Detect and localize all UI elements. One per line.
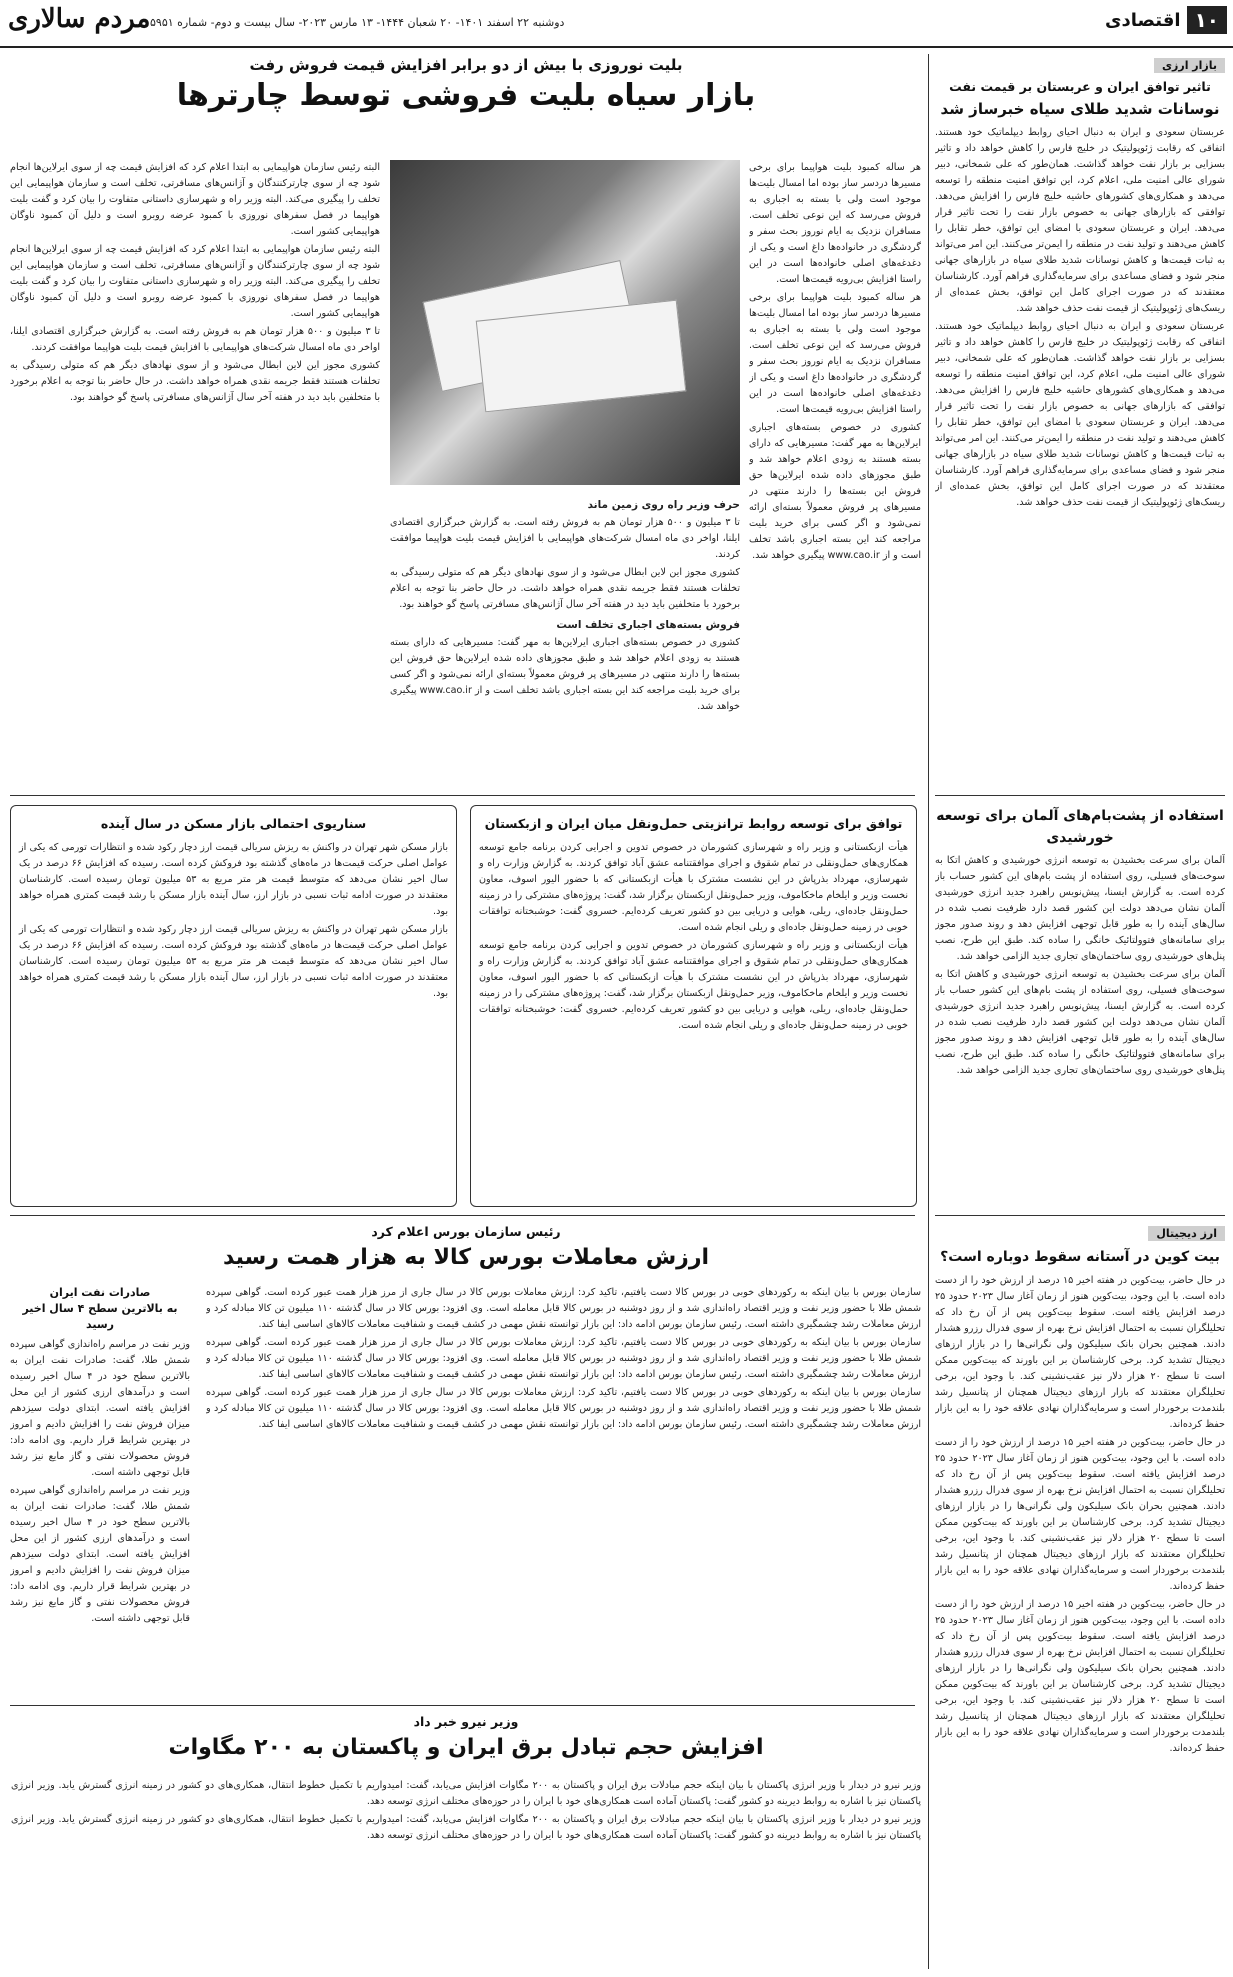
electricity-header (11, 1712, 921, 1774)
column-divider (928, 54, 929, 1969)
article-body: بازار مسکن شهر تهران در واکنش به ریزش سریالی قیمت ارز دچار رکود شده و انتظارات تورمی که یکی از عوامل اصلی حرکت قیمت‌ها در ماه‌های گذشته بود فروکش کرده است. رسیده که افزایش ۶۶ درصد در یک سال اخیر نشان می‌دهد که متوسط قیمت هر متر مربع به ۵۳ میلیون تومان رسیده است. کارشناسان معتقدند در صورت ادامه ثبات نسبی در بازار ارز، سال آینده بازار مسکن با رشد قیمت کمتری همراه خواهد بود. (19, 842, 449, 917)
german-solar-article (935, 805, 1225, 1205)
article-headline: به بالاترین سطح ۴ سال اخیر رسید (22, 1302, 178, 1331)
article-body: در حال حاضر، بیت‌کوین در هفته اخیر ۱۵ درصد از ارزش خود را از دست داده است. با این وجود، بیت‌کوین هنوز از زمان آغاز سال ۲۰۲۳ حدود ۲۵ درصد افزایش یافته است. سقوط بیت‌کوین پس از آن رخ داد که تحلیلگران نسبت به احتمال افزایش نرخ بهره از سوی فدرال رزرو هشدار دادند. همچنین بحران بانک سیلیکون ولی نگرانی‌ها را در بازار ارزهای دیجیتال تشدید کرد. برخی کارشناسان بر این باورند که بیت‌کوین ممکن است تا سطح ۲۰ هزار دلار نیز عقب‌نشینی کند. با وجود این، برخی تحلیلگران معتقدند که بازار ارزهای دیجیتال همچنان از پتانسیل رشد بلندمدت برخوردار است و سرمایه‌گذاران نهادی علاقه خود را به این بازار حفظ کرده‌اند. (935, 1275, 1225, 1430)
paragraph: کشوری مجوز این لاین ابطال می‌شود و از سوی نهادهای دیگر هم که متولی رسیدگی به تخلفات هستند فقط جریمه نقدی همراه خواهد داشت. در حال حاضر بنا توجه به اعلام برخورد با متخلفین باید دید در هفته آخر سال آژانس‌های مسافرتی پاسخ گو خواهند بود. (390, 567, 740, 610)
paragraph: سازمان بورس با بیان اینکه به رکوردهای خوبی در بورس کالا دست یافتیم، تاکید کرد: ارزش معاملات بورس کالا در سال جاری از مرز هزار همت عبور کرده است. گواهی سپرده شمش طلا با حضور وزیر نفت و وزیر اقتصاد راه‌اندازی شد و از روز دوشنبه در بورس کالا قابل معامله است. وی افزود: بورس کالا در سال گذشته ۱۱۰ میلیون تن کالا مبادله کرد و ارزش معاملات رشد چشمگیری داشته است. رئیس سازمان بورس ادامه داد: این بازار توانسته نقش مهمی در کشف قیمت و شفافیت معاملات کالاهای اساسی ایفا کند. (206, 1337, 921, 1380)
article-body: هیأت ازبکستانی و وزیر راه و شهرسازی کشورمان در خصوص تدوین و اجرایی کردن برنامه جامع توسعه همکاری‌های حمل‌ونقلی در تمام شقوق و اجرای موافقتنامه عشق آباد توافق کردند. به گزارش وزارت راه و شهرسازی، مهرداد بذرپاش در این نشست مشترک با هیأت ازبکستانی که با حضور الیور اسوف، معاون نخست وزیر و ایلخام ماخکاموف، وزیر حمل‌ونقل ازبکستان برگزار شد، گفت: پروژه‌های مشترکی را در زمینه حمل‌ونقل جاده‌ای، ریلی، هوایی و دریایی بین دو کشور تعریف کرده‌ایم. خسروی گفت: خوشبختانه توافقات خوبی در زمینه حمل‌ونقل جاده‌ای و ریلی انجام شده است. (479, 842, 908, 933)
masthead (0, 0, 1233, 48)
electricity-body (11, 1778, 921, 1970)
story-column-1 (10, 160, 380, 780)
article-body: آلمان برای سرعت بخشیدن به توسعه انرژی خورشیدی و کاهش اتکا به سوخت‌های فسیلی، روی استفاده از پشت بام‌های این کشور حساب باز کرده است. به گزارش ایسنا، پیش‌نویس راهبرد جدید انرژی خورشیدی آلمان نشان می‌دهد دولت این کشور قصد دارد ظرفیت نصب شده در سال‌های آینده را به طور قابل توجهی افزایش دهد و روند صدور مجوز برای سامانه‌های فتوولتائیک خانگی را ساده کند. طبق این طرح، نصب پنل‌های خورشیدی روی ساختمان‌های تجاری جدید الزامی خواهد شد. (935, 855, 1225, 962)
paragraph: تا ۳ میلیون و ۵۰۰ هزار تومان هم به فروش رفته است. به گزارش خبرگزاری اقتصادی ایلنا، اواخر دی ماه امسال شرکت‌های هواپیمایی با افزایش قیمت بلیت هواپیما موافقت کردند. (10, 326, 380, 353)
commodity-exchange-header (11, 1222, 921, 1282)
article-kicker: تاثیر توافق ایران و عربستان بر قیمت نفت (949, 79, 1211, 94)
article-body-continued: بازار مسکن شهر تهران در واکنش به ریزش سریالی قیمت ارز دچار رکود شده و انتظارات تورمی که یکی از عوامل اصلی حرکت قیمت‌ها در ماه‌های گذشته بود فروکش کرده است. رسیده که افزایش ۶۶ درصد در یک سال اخیر نشان می‌دهد که متوسط قیمت هر متر مربع به ۵۳ میلیون تومان رسیده است. کارشناسان معتقدند در صورت ادامه ثبات نسبی در بازار ارز، سال آینده بازار مسکن با رشد قیمت کمتری همراه خواهد بود. (19, 924, 449, 999)
bitcoin-article (935, 1222, 1225, 1967)
section-divider (935, 795, 1225, 796)
paragraph: تا ۳ میلیون و ۵۰۰ هزار تومان هم به فروش رفته است. به گزارش خبرگزاری اقتصادی ایلنا، اواخر دی ماه امسال شرکت‌های هواپیمایی با افزایش قیمت بلیت هواپیما موافقت کردند. (390, 517, 740, 560)
article-body-continued: هیأت ازبکستانی و وزیر راه و شهرسازی کشورمان در خصوص تدوین و اجرایی کردن برنامه جامع توسعه همکاری‌های حمل‌ونقلی در تمام شقوق و اجرای موافقتنامه عشق آباد توافق کردند. به گزارش وزارت راه و شهرسازی، مهرداد بذرپاش در این نشست مشترک با هیأت ازبکستانی که با حضور الیور اسوف، معاون نخست وزیر و ایلخام ماخکاموف، وزیر حمل‌ونقل ازبکستان برگزار شد، گفت: پروژه‌های مشترکی را در زمینه حمل‌ونقل جاده‌ای، ریلی، هوایی و دریایی بین دو کشور تعریف کرده‌ایم. خسروی گفت: خوشبختانه توافقات خوبی در زمینه حمل‌ونقل جاده‌ای و ریلی انجام شده است. (479, 940, 908, 1031)
article-kicker: رئیس سازمان بورس اعلام کرد (371, 1224, 561, 1239)
story-column-2 (749, 160, 921, 780)
section-divider (10, 1705, 915, 1706)
page-number: ۱۰ (1187, 6, 1227, 34)
section-title: اقتصادی (1105, 9, 1181, 31)
article-headline: سناریوی احتمالی بازار مسکن در سال آینده (100, 816, 367, 831)
paragraph: کشوری در خصوص بسته‌های اجباری ایرلاین‌ها به مهر گفت: مسیرهایی که دارای بسته هستند به زودی اعلام خواهد شد و طبق مجوزهای داده شده ایرلاین‌ها حق فروش این بسته‌ها را دارند منتهی در مسیرهای پر فروش معمولاً بسته‌ای ارائه نمی‌شود و اگر کسی برای خرید بلیت مراجعه کند این بسته اجباری باشد تخلف است و از www.cao.ir پیگیری خواهد شد. (390, 637, 740, 712)
page-header (1105, 6, 1227, 34)
article-body-continued: آلمان برای سرعت بخشیدن به توسعه انرژی خورشیدی و کاهش اتکا به سوخت‌های فسیلی، روی استفاده از پشت بام‌های این کشور حساب باز کرده است. به گزارش ایسنا، پیش‌نویس راهبرد جدید انرژی خورشیدی آلمان نشان می‌دهد دولت این کشور قصد دارد ظرفیت نصب شده در سال‌های آینده را به طور قابل توجهی افزایش دهد و روند صدور مجوز برای سامانه‌های فتوولتائیک خانگی را ساده کند. طبق این طرح، نصب پنل‌های خورشیدی روی ساختمان‌های تجاری جدید الزامی خواهد شد. (935, 969, 1225, 1076)
paragraph: کشوری در خصوص بسته‌های اجباری ایرلاین‌ها به مهر گفت: مسیرهایی که دارای بسته هستند به زودی اعلام خواهد شد و طبق مجوزهای داده شده ایرلاین‌ها حق فروش این بسته‌ها را دارند منتهی در مسیرهای پر فروش معمولاً بسته‌ای ارائه نمی‌شود و اگر کسی برای خرید بلیت مراجعه کند این بسته اجباری باشد تخلف است و از www.cao.ir پیگیری خواهد شد. (749, 422, 921, 561)
housing-article (10, 805, 457, 1207)
paragraph: سازمان بورس با بیان اینکه به رکوردهای خوبی در بورس کالا دست یافتیم، تاکید کرد: ارزش معاملات بورس کالا در سال جاری از مرز هزار همت عبور کرده است. گواهی سپرده شمش طلا با حضور وزیر نفت و وزیر اقتصاد راه‌اندازی شد و از روز دوشنبه در بورس کالا قابل معامله است. وی افزود: بورس کالا در سال گذشته ۱۱۰ میلیون تن کالا مبادله کرد و ارزش معاملات رشد چشمگیری داشته است. رئیس سازمان بورس ادامه داد: این بازار توانسته نقش مهمی در کشف قیمت و شفافیت معاملات کالاهای اساسی ایفا کند. (206, 1287, 921, 1330)
article-body: وزیر نفت در مراسم راه‌اندازی گواهی سپرده شمش طلا، گفت: صادرات نفت ایران به بالاترین سطح خود در ۴ سال اخیر رسیده است و درآمدهای ارزی کشور از این محل افزایش یافته است. ابتدای دولت سیزدهم میزان فروش نفت را افزایش دادیم و امروز در بهترین شرایط قرار داریم. وی ادامه داد: فروش محصولات نفتی و گاز مایع نیز رشد قابل توجهی داشته است. (10, 1339, 190, 1478)
article-headline: بیت کوین در آستانه سقوط دوباره است؟ (940, 1249, 1220, 1265)
section-divider (10, 1215, 915, 1216)
article-headline: استفاده از پشت‌بام‌های آلمان برای توسعه خورشیدی (936, 808, 1224, 846)
subheading: فروش بسته‌های اجباری تخلف است (556, 619, 740, 631)
iran-uzbek-article (470, 805, 917, 1207)
section-tag: بازار ارزی (1154, 58, 1225, 73)
article-headline: توافق برای توسعه روابط ترانزیتی حمل‌ونقل میان ایران و ازبکستان (484, 816, 903, 831)
article-body-continued: وزیر نفت در مراسم راه‌اندازی گواهی سپرده شمش طلا، گفت: صادرات نفت ایران به بالاترین سطح خود در ۴ سال اخیر رسیده است و درآمدهای ارزی کشور از این محل افزایش یافته است. ابتدای دولت سیزدهم میزان فروش نفت را افزایش دادیم و امروز در بهترین شرایط قرار داریم. وی ادامه داد: فروش محصولات نفتی و گاز مایع نیز رشد قابل توجهی داشته است. (10, 1485, 190, 1624)
paragraph: وزیر نیرو در دیدار با وزیر انرژی پاکستان با بیان اینکه حجم مبادلات برق ایران و پاکستان به ۲۰۰ مگاوات افزایش می‌یابد، گفت: امیدواریم با تکمیل خطوط انتقال، همکاری‌های دو کشور در زمینه انرژی گسترش یابد. وزیر انرژی پاکستان نیز با اشاره به روابط دیرینه دو کشور گفت: پاکستان آماده است همکاری‌های خود با ایران را در حوزه‌های مختلف انرژی توسعه دهد. (11, 1814, 921, 1841)
paragraph: البته رئیس سازمان هواپیمایی به ابتدا اعلام کرد که افزایش قیمت چه از سوی ایرلاین‌ها انجام شود چه از سوی چارترکنندگان و آژانس‌های مسافرتی، تخلف است و سازمان هواپیمایی این تخلف را پیگیری می‌کند. البته وزیر راه و شهرسازی داستانی متفاوت را بیان کرد و گفت بلیت هواپیما در فصل سفرهای نوروزی با کمبود عرضه روبرو است و دلیل آن کمبود ناوگان هواپیمایی کشور است. (10, 162, 380, 237)
section-divider (10, 795, 915, 796)
article-body-continued: در حال حاضر، بیت‌کوین در هفته اخیر ۱۵ درصد از ارزش خود را از دست داده است. با این وجود، بیت‌کوین هنوز از زمان آغاز سال ۲۰۲۳ حدود ۲۵ درصد افزایش یافته است. سقوط بیت‌کوین پس از آن رخ داد که تحلیلگران نسبت به احتمال افزایش نرخ بهره از سوی فدرال رزرو هشدار دادند. همچنین بحران بانک سیلیکون ولی نگرانی‌ها را در بازار ارزهای دیجیتال تشدید کرد. برخی کارشناسان بر این باورند که بیت‌کوین ممکن است تا سطح ۲۰ هزار دلار نیز عقب‌نشینی کند. با وجود این، برخی تحلیلگران معتقدند که بازار ارزهای دیجیتال همچنان از پتانسیل رشد بلندمدت برخوردار است و سرمایه‌گذاران نهادی علاقه خود را به این بازار حفظ کرده‌اند. (935, 1599, 1225, 1754)
paragraph: سازمان بورس با بیان اینکه به رکوردهای خوبی در بورس کالا دست یافتیم، تاکید کرد: ارزش معاملات بورس کالا در سال جاری از مرز هزار همت عبور کرده است. گواهی سپرده شمش طلا با حضور وزیر نفت و وزیر اقتصاد راه‌اندازی شد و از روز دوشنبه در بورس کالا قابل معامله است. وی افزود: بورس کالا در سال گذشته ۱۱۰ میلیون تن کالا مبادله کرد و ارزش معاملات رشد چشمگیری داشته است. رئیس سازمان بورس ادامه داد: این بازار توانسته نقش مهمی در کشف قیمت و شفافیت معاملات کالاهای اساسی ایفا کند. (206, 1387, 921, 1430)
article-body: عربستان سعودی و ایران به دنبال احیای روابط دیپلماتیک خود هستند. اتفاقی که رقابت ژئوپولیتیک در خلیج فارس را کاهش خواهد داد و تاثیر بسزایی بر بازار نفت خواهد گذاشت. همان‌طور که علی شمخانی، دبیر شورای عالی امنیت ملی، اعلام کرد، این توافق امنیت منطقه را توسعه می‌دهد و همکاری‌های کشورهای حاشیه خلیج فارس را افزایش می‌دهد. توافقی که بازارهای جهانی به خصوص بازار نفت را تحت تاثیر قرار می‌دهد. ایران و عربستان سعودی با امضای این توافق، خطر تقابل را کاهش می‌دهند و تولید نفت در منطقه را ایمن‌تر می‌کنند. این امر می‌تواند به ثبات قیمت‌ها و کاهش نوسانات شدید طلای سیاه در بازارهای جهانی منجر شود و فضای مساعدی برای سرمایه‌گذاری فراهم آورد. کارشناسان معتقدند که در صورت اجرای کامل این توافق، بخش عمده‌ای از ریسک‌های ژئوپولیتیک از قیمت نفت حذف خواهد شد. (935, 127, 1225, 314)
story-column-under-photo (390, 493, 740, 785)
paper-logo: مردم سالاری (8, 4, 151, 34)
section-tag: ارز دیجیتال (1148, 1226, 1225, 1241)
story-kicker: بلیت نوروزی با بیش از دو برابر افزایش قیمت فروش رفت (249, 56, 683, 74)
article-body-continued: عربستان سعودی و ایران به دنبال احیای روابط دیپلماتیک خود هستند. اتفاقی که رقابت ژئوپولیتیک در خلیج فارس را کاهش خواهد داد و تاثیر بسزایی بر بازار نفت خواهد گذاشت. همان‌طور که علی شمخانی، دبیر شورای عالی امنیت ملی، اعلام کرد، این توافق امنیت منطقه را توسعه می‌دهد و همکاری‌های کشورهای حاشیه خلیج فارس را افزایش می‌دهد. توافقی که بازارهای جهانی به خصوص بازار نفت را تحت تاثیر قرار می‌دهد. ایران و عربستان سعودی با امضای این توافق، خطر تقابل را کاهش می‌دهند و تولید نفت در منطقه را ایمن‌تر می‌کنند. این امر می‌تواند به ثبات قیمت‌ها و کاهش نوسانات شدید طلای سیاه در بازارهای جهانی منجر شود و فضای مساعدی برای سرمایه‌گذاری فراهم آورد. کارشناسان معتقدند که در صورت اجرای کامل این توافق، بخش عمده‌ای از ریسک‌های ژئوپولیتیک از قیمت نفت حذف خواهد شد. (935, 321, 1225, 508)
paragraph: کشوری مجوز این لاین ابطال می‌شود و از سوی نهادهای دیگر هم که متولی رسیدگی به تخلفات هستند فقط جریمه نقدی همراه خواهد داشت. در حال حاضر بنا توجه به اعلام برخورد با متخلفین باید دید در هفته آخر سال آژانس‌های مسافرتی پاسخ گو خواهند بود. (10, 360, 380, 403)
ticket-image (476, 300, 687, 413)
date-line: دوشنبه ۲۲ اسفند ۱۴۰۱- ۲۰ شعبان ۱۴۴۴- ۱۳ مارس ۲۰۲۳- سال بیست و دوم- شماره ۵۹۵۱ (150, 16, 565, 29)
paragraph: هر ساله کمبود بلیت هواپیما برای برخی مسیرها دردسر ساز بوده اما امسال بلیت‌ها موجود است ولی با بسته به اجباری به فروش می‌رسد که این نوعی تخلف است. مسافران نزدیک به ایام نوروز بحث سفر و گردشگری در خانواده‌ها داغ است و یکی از دغدغه‌های اصلی خانواده‌ها است در این راستا افزایش بی‌رویه قیمت‌ها است. (749, 292, 921, 415)
article-headline: ارزش معاملات بورس کالا به هزار همت رسید (222, 1245, 710, 1270)
paragraph: وزیر نیرو در دیدار با وزیر انرژی پاکستان با بیان اینکه حجم مبادلات برق ایران و پاکستان به ۲۰۰ مگاوات افزایش می‌یابد، گفت: امیدواریم با تکمیل خطوط انتقال، همکاری‌های دو کشور در زمینه انرژی گسترش یابد. وزیر انرژی پاکستان نیز با اشاره به روابط دیرینه دو کشور گفت: پاکستان آماده است همکاری‌های خود با ایران را در حوزه‌های مختلف انرژی توسعه دهد. (11, 1780, 921, 1807)
story-headline: بازار سیاه بلیت فروشی توسط چارترها (176, 78, 756, 113)
ticket-story-header (11, 56, 921, 152)
article-kicker: وزیر نیرو خبر داد (413, 1714, 519, 1729)
ticket-photo (390, 160, 740, 485)
paragraph: البته رئیس سازمان هواپیمایی به ابتدا اعلام کرد که افزایش قیمت چه از سوی ایرلاین‌ها انجام شود چه از سوی چارترکنندگان و آژانس‌های مسافرتی، تخلف است و سازمان هواپیمایی این تخلف را پیگیری می‌کند. البته وزیر راه و شهرسازی داستانی متفاوت را بیان کرد و گفت بلیت هواپیما در فصل سفرهای نوروزی با کمبود عرضه روبرو است و دلیل آن کمبود ناوگان هواپیمایی کشور است. (10, 244, 380, 319)
article-headline: افزایش حجم تبادل برق ایران و پاکستان به ۲۰۰ مگاوات (168, 1735, 764, 1760)
section-divider (935, 1215, 1225, 1216)
subheading: حرف وزیر راه روی زمین ماند (587, 499, 740, 511)
paragraph: هر ساله کمبود بلیت هواپیما برای برخی مسیرها دردسر ساز بوده اما امسال بلیت‌ها موجود است ولی با بسته به اجباری به فروش می‌رسد که این نوعی تخلف است. مسافران نزدیک به ایام نوروز بحث سفر و گردشگری در خانواده‌ها داغ است و یکی از دغدغه‌های اصلی خانواده‌ها است در این راستا افزایش بی‌رویه قیمت‌ها است. (749, 162, 921, 285)
commodity-exchange-body (206, 1285, 921, 1695)
article-body-continued: در حال حاضر، بیت‌کوین در هفته اخیر ۱۵ درصد از ارزش خود را از دست داده است. با این وجود، بیت‌کوین هنوز از زمان آغاز سال ۲۰۲۳ حدود ۲۵ درصد افزایش یافته است. سقوط بیت‌کوین پس از آن رخ داد که تحلیلگران نسبت به احتمال افزایش نرخ بهره از سوی فدرال رزرو هشدار دادند. همچنین بحران بانک سیلیکون ولی نگرانی‌ها را در بازار ارزهای دیجیتال تشدید کرد. برخی کارشناسان بر این باورند که بیت‌کوین ممکن است تا سطح ۲۰ هزار دلار نیز عقب‌نشینی کند. با وجود این، برخی تحلیلگران معتقدند که بازار ارزهای دیجیتال همچنان از پتانسیل رشد بلندمدت برخوردار است و سرمایه‌گذاران نهادی علاقه خود را به این بازار حفظ کرده‌اند. (935, 1437, 1225, 1592)
oil-exports-article (10, 1285, 190, 1695)
gold-market-article (935, 54, 1225, 824)
article-kicker: صادرات نفت ایران (49, 1286, 151, 1299)
article-headline: نوسانات شدید طلای سیاه خبرساز شد (940, 100, 1220, 118)
